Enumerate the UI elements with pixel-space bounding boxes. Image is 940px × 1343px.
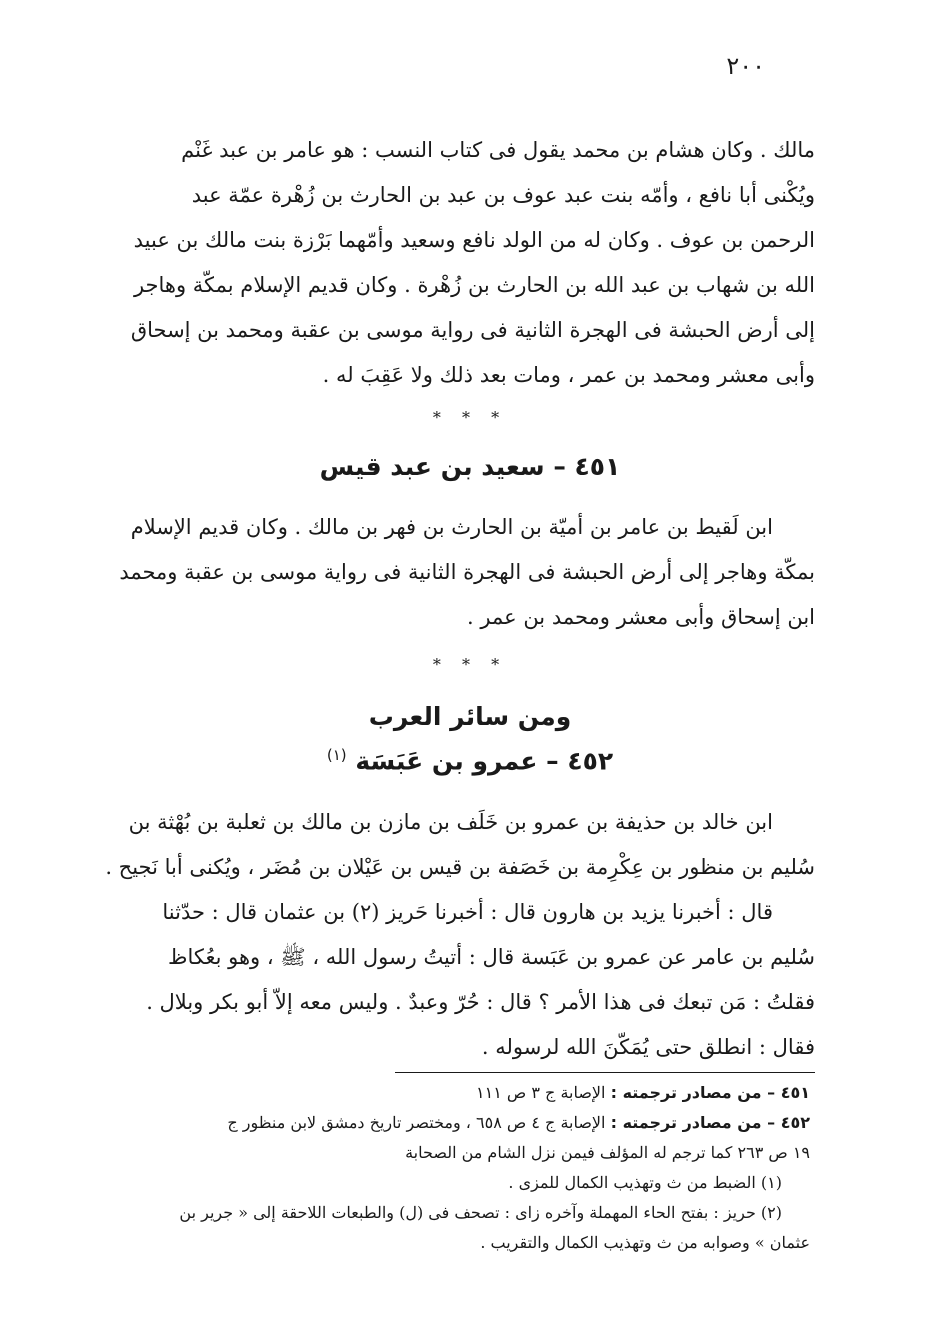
entry-452-heading — [0, 746, 940, 775]
footnote-source-452-cont: ١٩ ص ٢٦٣ كما ترجم له المؤلف فيمن نزل الشام من الصحابة — [405, 1143, 810, 1162]
footnote-source-452 — [108, 1108, 810, 1138]
text-line: ابن لَقيط بن عامر بن أميّة بن الحارث بن فهر بن مالك . وكان قديم الإسلام — [130, 515, 773, 539]
section-separator: * * * — [432, 655, 508, 674]
entry-452-title: ٤٥٢ – عمرو بن عَبَسَة — [355, 746, 614, 776]
text-line: ويُكْنى أبا نافع ، وأمّه بنت عبد عوف بن عبد بن الحارث بن زُهْرة عمّة عبد — [191, 183, 815, 207]
text-line: ابن إسحاق وأبى معشر ومحمد بن عمر . — [467, 605, 815, 629]
footnote-2-cont: عثمان » وصوابه من ث وتهذيب الكمال والتقريب . — [480, 1233, 810, 1252]
section-heading: ومن سائر العرب — [368, 702, 572, 731]
footnote-divider — [395, 1072, 815, 1073]
footnote-source-451 — [108, 1078, 810, 1108]
text-line: مالك . وكان هشام بن محمد يقول فى كتاب النسب : هو عامر بن عبد غَنْم — [181, 138, 815, 162]
entry-451-heading: ٤٥١ – سعيد بن عبد قيس — [319, 452, 621, 481]
entry-451-body — [105, 505, 815, 640]
footnote-2: (٢) حريز : بفتح الحاء المهملة وآخره زاى : تصحف فى (ل) والطبعات اللاحقة إلى « جرير بن — [179, 1203, 782, 1222]
footnote-text: الإصابة ج ٣ ص ١١١ — [476, 1083, 606, 1102]
text-line: بمكّة وهاجر إلى أرض الحبشة فى الهجرة الثانية فى رواية موسى بن عقبة ومحمد — [119, 560, 815, 584]
footnote-label: ٤٥٢ – من مصادر ترجمته : — [610, 1113, 810, 1132]
footnote-text: الإصابة ج ٤ ص ٦٥٨ ، ومختصر تاريخ دمشق لابن منظور ج — [227, 1113, 606, 1132]
text-line: فقلتُ : مَن تبعك فى هذا الأمر ؟ قال : حُرّ وعبدٌ . وليس معه إلاّ أبو بكر وبلال . — [146, 990, 815, 1014]
text-line: ابن خالد بن حذيفة بن عمرو بن خَلَف بن مازن بن مالك بن ثعلبة بن بُهْثة بن — [128, 810, 773, 834]
text-line: سُليم بن منظور بن عِكْرِمة بن خَصَفة بن قيس بن عَيْلان بن مُضَر ، ويُكنى أبا نَجيح . — [105, 855, 815, 879]
page-number: ٢٠٠ — [726, 52, 765, 80]
text-line: الرحمن بن عوف . وكان له من الولد نافع وسعيد وأمّهما بَرْزة بنت مالك بن عبيد — [133, 228, 815, 252]
text-line: سُليم بن عامر عن عمرو بن عَبَسة قال : أتيتُ رسول الله ، ﷺ ، وهو بعُكاظ — [168, 945, 815, 969]
footnote-marker: (١) — [326, 746, 347, 764]
text-line: إلى أرض الحبشة فى الهجرة الثانية فى رواية موسى بن عقبة ومحمد بن إسحاق — [130, 318, 815, 342]
text-line: فقال : انطلق حتى يُمَكّنَ الله لرسوله . — [481, 1035, 815, 1059]
footnote-1: (١) الضبط من ث وتهذيب الكمال للمزى . — [508, 1173, 782, 1192]
footnote-label: ٤٥١ – من مصادر ترجمته : — [610, 1083, 810, 1102]
text-line: وأبى معشر ومحمد بن عمر ، ومات بعد ذلك ولا عَقِبَ له . — [322, 363, 815, 387]
footnotes — [108, 1078, 810, 1258]
section-separator: * * * — [432, 408, 508, 427]
entry-452-body — [105, 800, 815, 1070]
text-line: قال : أخبرنا يزيد بن هارون قال : أخبرنا حَريز (٢) بن عثمان قال : حدّثنا — [162, 900, 773, 924]
entry-450-continuation — [105, 128, 815, 398]
text-line: الله بن شهاب بن عبد الله بن الحارث بن زُهْرة . وكان قديم الإسلام بمكّة وهاجر — [133, 273, 815, 297]
